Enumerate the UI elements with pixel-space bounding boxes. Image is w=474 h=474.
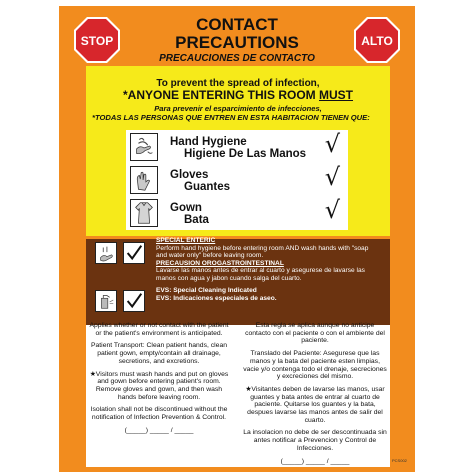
stop-label: STOP — [80, 34, 114, 48]
checkmark-icon: √ — [324, 196, 340, 224]
item-es: Bata — [184, 214, 209, 226]
evs-heading-es: EVS: Indicaciones especiales de aseo. — [156, 294, 277, 302]
spanish-notes — [242, 322, 388, 470]
checkbox-checked-icon — [123, 290, 145, 312]
heading-anyone: *ANYONE ENTERING THIS ROOM — [122, 88, 319, 102]
list-item-gown — [130, 198, 344, 228]
spanish-line-1: Para prevenir el esparcimiento de infecciones, — [154, 104, 322, 113]
title-line-2: PRECAUTIONS — [175, 33, 299, 52]
enteric-instructions: Perform hand hygiene before entering room AND wash hands with "soap and water only" before leaving room. — [156, 244, 369, 260]
checkmark-icon: √ — [324, 130, 340, 158]
requirements-list — [126, 130, 348, 230]
note-item: La insolacion no debe de ser descontinuada sin antes notificar a Prevencion y Control de Infecciones. — [243, 429, 387, 452]
heading-must: MUST — [319, 88, 353, 102]
evs-heading-en: EVS: Special Cleaning Indicated — [156, 287, 257, 294]
note-item: Applies whether or not contact with the patient or the patient's environment is anticipated. — [89, 322, 229, 337]
note-item: Translado del Paciente: Asegurese que las manos y la bata del paciente esten limpias, vacie y/o contenga todo el drenaje, secreciones y excreciones del mismo. — [243, 350, 387, 381]
soap-water-icon — [95, 242, 117, 264]
spanish-line-2: *TODAS LAS PERSONAS QUE ENTREN EN ESTA HABITACION TIENEN QUE: — [92, 113, 370, 122]
title-line-1: CONTACT — [196, 15, 278, 34]
requirements-spanish — [92, 104, 384, 122]
note-item: ★Visitantes deben de lavarse las manos, usar guantes y bata antes de entrar al cuarto de paciente. Quitarse los guantes y la bata, despues lavarse las manos antes de salir del cuarto. — [245, 385, 385, 424]
checkmark-icon: √ — [324, 163, 340, 191]
note-item: ★Visitors must wash hands and put on gloves and gown before entering patient's room. Remove gloves and gown, and then wash hands before leaving room. — [89, 370, 229, 401]
title-spanish: PRECAUCIONES DE CONTACTO — [159, 53, 315, 64]
enteric-heading: SPECIAL ENTERIC — [156, 237, 216, 244]
item-en: Hand Hygiene — [170, 136, 247, 148]
item-es: Guantes — [184, 181, 231, 193]
requirements-heading — [86, 78, 390, 102]
orogastro-heading: PRECAUSION OROGASTROINTESTINAL — [156, 259, 284, 267]
item-en: Gloves — [170, 169, 209, 181]
item-label — [170, 202, 209, 226]
alto-label: ALTO — [361, 34, 393, 48]
hand-washing-icon — [130, 133, 158, 161]
note-item: Isolation shall not be discontinued without the notification of Infection Prevention & Control. — [90, 406, 228, 422]
heading-line-1: To prevent the spread of infection, — [156, 78, 320, 89]
item-es: Higiene De Las Manos — [184, 148, 307, 160]
sign-title — [126, 16, 348, 65]
orogastro-instructions: Lavarse las manos antes de entrar al cuarto y asegurese de lavarse las manos con agua y jabon cuando salga del cuarto. — [156, 267, 365, 282]
list-item-gloves — [130, 165, 344, 195]
cleaning-icon — [95, 290, 117, 312]
note-item: Patient Transport: Clean patient hands, clean patient gown, empty/contain all drainage, secretions, and excretions. — [90, 342, 228, 365]
form-code: PCS002 — [392, 458, 407, 463]
english-notes — [86, 322, 232, 439]
gown-icon — [130, 199, 158, 227]
item-label — [170, 169, 230, 193]
item-label — [170, 136, 306, 160]
signature-line: (_____) _____ / _____ — [280, 457, 350, 465]
gloves-icon — [130, 166, 158, 194]
list-item-hand-hygiene — [130, 132, 344, 162]
heading-line-2 — [86, 89, 390, 102]
checkbox-checked-icon — [123, 242, 145, 264]
note-item: Esta regla se aplica aunque no anticipe contacto con el paciente o con el ambiente del paciente. — [245, 322, 385, 345]
stop-sign-icon — [73, 16, 121, 64]
alto-sign-icon — [353, 16, 401, 64]
item-en: Gown — [170, 202, 202, 214]
enteric-text — [156, 237, 380, 283]
evs-text — [156, 287, 380, 302]
signature-line: (_____) _____ / _____ — [124, 426, 194, 434]
